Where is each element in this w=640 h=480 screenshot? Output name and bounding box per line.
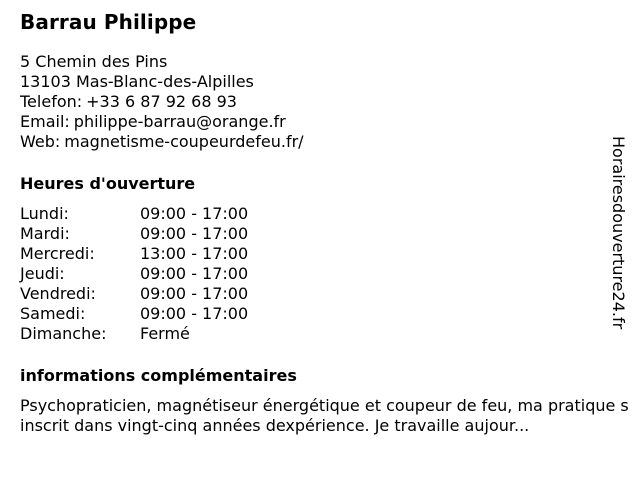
web-line — [20, 132, 630, 152]
address-street: 5 Chemin des Pins — [20, 52, 168, 71]
phone-label: Telefon: — [20, 92, 83, 111]
hours-day: Jeudi: — [20, 264, 65, 283]
hours-day: Vendredi: — [20, 284, 96, 303]
phone-line — [20, 92, 630, 112]
web-value[interactable]: magnetisme-coupeurdefeu.fr/ — [64, 132, 304, 151]
hours-time: 09:00 - 17:00 — [140, 284, 249, 303]
hours-day: Samedi: — [20, 304, 86, 323]
hours-time: 09:00 - 17:00 — [140, 304, 249, 323]
hours-time: 13:00 - 17:00 — [140, 244, 249, 263]
hours-row — [20, 244, 630, 264]
hours-time: 09:00 - 17:00 — [140, 264, 249, 283]
hours-row — [20, 284, 630, 304]
hours-heading: Heures d'ouverture — [20, 174, 196, 193]
email-value[interactable]: philippe-barrau@orange.fr — [73, 112, 286, 131]
email-line — [20, 112, 630, 132]
hours-time: Fermé — [140, 324, 190, 343]
web-label: Web: — [20, 132, 61, 151]
hours-day: Lundi: — [20, 204, 69, 223]
hours-time: 09:00 - 17:00 — [140, 224, 249, 243]
business-name: Barrau Philippe — [20, 10, 197, 34]
hours-row — [20, 324, 630, 344]
email-label: Email: — [20, 112, 70, 131]
business-card — [20, 10, 630, 436]
hours-row — [20, 304, 630, 324]
hours-row — [20, 224, 630, 244]
info-heading: informations complémentaires — [20, 366, 297, 385]
hours-time: 09:00 - 17:00 — [140, 204, 249, 223]
hours-table — [20, 204, 630, 344]
info-description: Psychopraticien, magnétiseur énergétique et coupeur de feu, ma pratique sinscrit dans vingt-cinq années dexpérience. Je travaille aujour... — [20, 396, 629, 435]
hours-row — [20, 264, 630, 284]
hours-day: Mercredi: — [20, 244, 95, 263]
hours-day: Mardi: — [20, 224, 70, 243]
hours-day: Dimanche: — [20, 324, 107, 343]
site-brand-vertical[interactable]: Horairesdouverture24.fr — [609, 136, 628, 330]
address-city: 13103 Mas-Blanc-des-Alpilles — [20, 72, 254, 91]
hours-row — [20, 204, 630, 224]
phone-value[interactable]: +33 6 87 92 68 93 — [86, 92, 237, 111]
